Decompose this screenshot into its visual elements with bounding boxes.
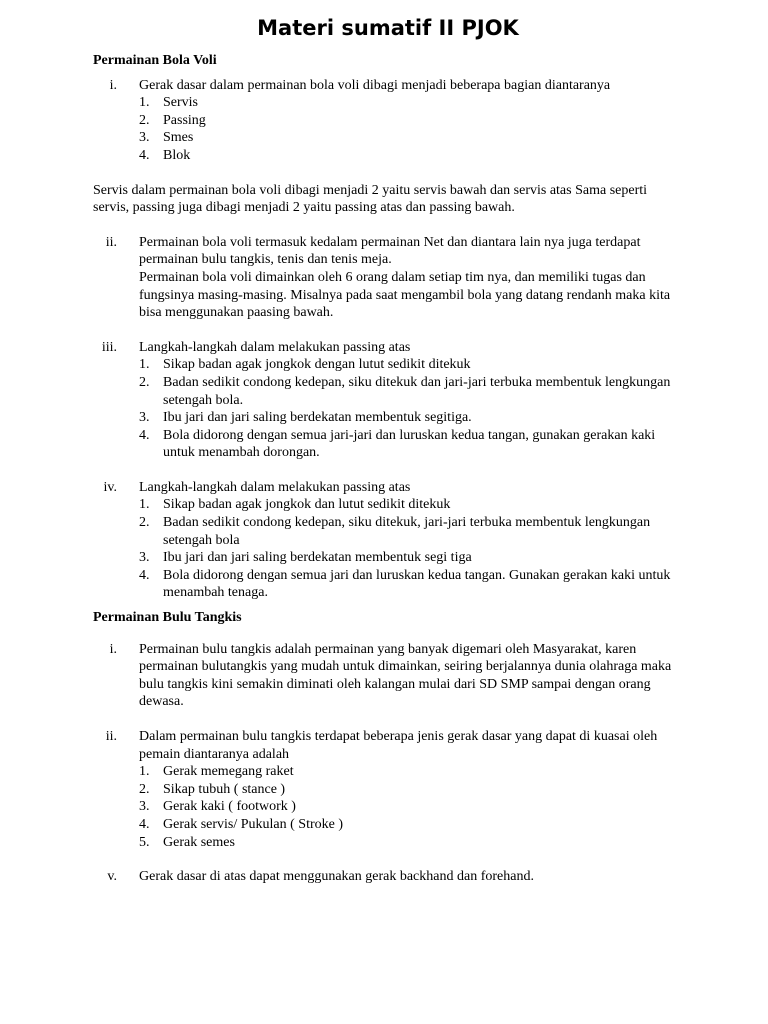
bola-voli-item-i: [93, 77, 683, 165]
list-item-text: Ibu jari dan jari saling berdekatan membentuk segitiga.: [163, 410, 472, 426]
bola-voli-item-iii: [93, 339, 683, 462]
list-item-text: Gerak kaki ( footwork ): [163, 799, 296, 815]
list-number: 3.: [139, 410, 150, 426]
list-number: 4.: [139, 147, 150, 163]
roman-numeral: i.: [109, 641, 117, 657]
list-item: [139, 816, 683, 834]
list-item: [139, 147, 683, 165]
list-item-text: Blok: [163, 147, 191, 163]
list-number: 1.: [139, 764, 150, 780]
bulu-tangkis-item-i: [93, 641, 683, 711]
list-item: [139, 514, 683, 549]
list-number: 5.: [139, 834, 150, 850]
item-text: Gerak dasar di atas dapat menggunakan gerak backhand dan forehand.: [139, 869, 534, 885]
list-item: [139, 567, 683, 602]
list-item: [139, 374, 683, 409]
sub-list: [139, 763, 683, 851]
list-item: [139, 356, 683, 374]
list-item-text: Gerak memegang raket: [163, 764, 294, 780]
list-number: 1.: [139, 357, 150, 373]
list-number: 2.: [139, 374, 150, 390]
list-item-text: Sikap tubuh ( stance ): [163, 781, 286, 797]
roman-numeral: ii.: [105, 729, 117, 744]
list-item: [139, 427, 683, 462]
list-number: 1.: [139, 95, 150, 111]
list-item-text: Gerak semes: [163, 834, 235, 850]
list-number: 3.: [139, 130, 150, 146]
list-item-text: Servis: [163, 95, 198, 111]
list-item: [139, 763, 683, 781]
list-item: [139, 94, 683, 112]
roman-numeral: iii.: [101, 339, 117, 355]
list-item-text: Sikap badan agak jongkok dengan lutut sedikit ditekuk: [163, 357, 471, 373]
section-heading-bola-voli: Permainan Bola Voli: [93, 53, 217, 68]
section-heading-bulu-tangkis: Permainan Bulu Tangkis: [93, 610, 242, 626]
item-text: Dalam permainan bulu tangkis terdapat beberapa jenis gerak dasar yang dapat di kuasai oleh pemain diantaranya adalah: [139, 729, 658, 762]
item-text: Gerak dasar dalam permainan bola voli dibagi menjadi beberapa bagian diantaranya: [139, 77, 611, 93]
servis-paragraph: Servis dalam permainan bola voli dibagi menjadi 2 yaitu servis bawah dan servis atas Sama seperti servis, passing juga dibagi menjadi 2 yaitu passing atas dan passing bawah.: [93, 182, 648, 216]
list-item: [139, 798, 683, 816]
list-item: [139, 496, 683, 514]
item-text: Langkah-langkah dalam melakukan passing atas: [139, 339, 411, 355]
sub-list: [139, 356, 683, 462]
list-item: [139, 549, 683, 567]
list-item-text: Bola didorong dengan semua jari dan luruskan kedua tangan. Gunakan gerakan kaki untuk menambah tenaga.: [163, 567, 671, 601]
item-text: Permainan bola voli termasuk kedalam permainan Net dan diantara lain nya juga terdapat permainan bulu tangkis, tenis dan tenis meja.: [139, 234, 641, 268]
bola-voli-item-ii: [93, 234, 683, 322]
list-item-text: Gerak servis/ Pukulan ( Stroke ): [163, 816, 344, 832]
list-number: 2.: [139, 515, 150, 531]
list-number: 3.: [139, 799, 150, 815]
list-number: 2.: [139, 781, 150, 797]
list-item-text: Sikap badan agak jongkok dan lutut sedikit ditekuk: [163, 497, 451, 513]
list-item-text: Ibu jari dan jari saling berdekatan membentuk segi tiga: [163, 550, 472, 566]
list-item: [139, 409, 683, 427]
list-number: 2.: [139, 112, 150, 128]
list-item-text: Badan sedikit condong kedepan, siku ditekuk dan jari-jari terbuka membentuk lengkungan setengah bola.: [163, 374, 671, 408]
list-item-text: Bola didorong dengan semua jari-jari dan luruskan kedua tangan, gunakan gerakan kaki untuk menambah dorongan.: [163, 427, 656, 461]
list-number: 3.: [139, 550, 150, 566]
roman-numeral: iv.: [103, 479, 117, 495]
list-item: [139, 112, 683, 130]
sub-list: [139, 94, 683, 164]
list-item: [139, 781, 683, 799]
document-page: [93, 14, 683, 886]
document-title: Materi sumatif II PJOK: [257, 16, 519, 40]
list-item-text: Badan sedikit condong kedepan, siku ditekuk, jari-jari terbuka membentuk lengkungan setengah bola: [163, 515, 651, 548]
item-text: Langkah-langkah dalam melakukan passing atas: [139, 479, 411, 495]
list-item-text: Passing: [163, 112, 206, 128]
list-item: [139, 834, 683, 852]
list-number: 1.: [139, 497, 150, 513]
list-item-text: Smes: [163, 130, 194, 146]
roman-numeral: ii.: [105, 234, 117, 250]
list-number: 4.: [139, 816, 150, 832]
roman-numeral: i.: [109, 77, 117, 93]
roman-numeral: v.: [107, 869, 117, 885]
bola-voli-item-iv: [93, 479, 683, 602]
list-number: 4.: [139, 567, 150, 583]
bulu-tangkis-item-ii: [93, 728, 683, 851]
sub-list: [139, 496, 683, 602]
item-text: Permainan bulu tangkis adalah permainan yang banyak digemari oleh Masyarakat, karen permainan bulutangkis yang mudah untuk dimainkan, seiring berjalannya dunia olahraga maka bulu tangkis kini semakin diminati oleh kalangan mulai dari SD SMP sampai dengan orang dewasa.: [139, 641, 672, 710]
list-number: 4.: [139, 427, 150, 443]
item-text-continued: Permainan bola voli dimainkan oleh 6 orang dalam setiap tim nya, dan memiliki tugas dan fungsinya masing-masing. Misalnya pada saat mengambil bola yang datang rendanh maka kita bisa menggunakan paasing bawah.: [139, 269, 671, 321]
bulu-tangkis-item-v: [93, 868, 683, 886]
list-item: [139, 129, 683, 147]
